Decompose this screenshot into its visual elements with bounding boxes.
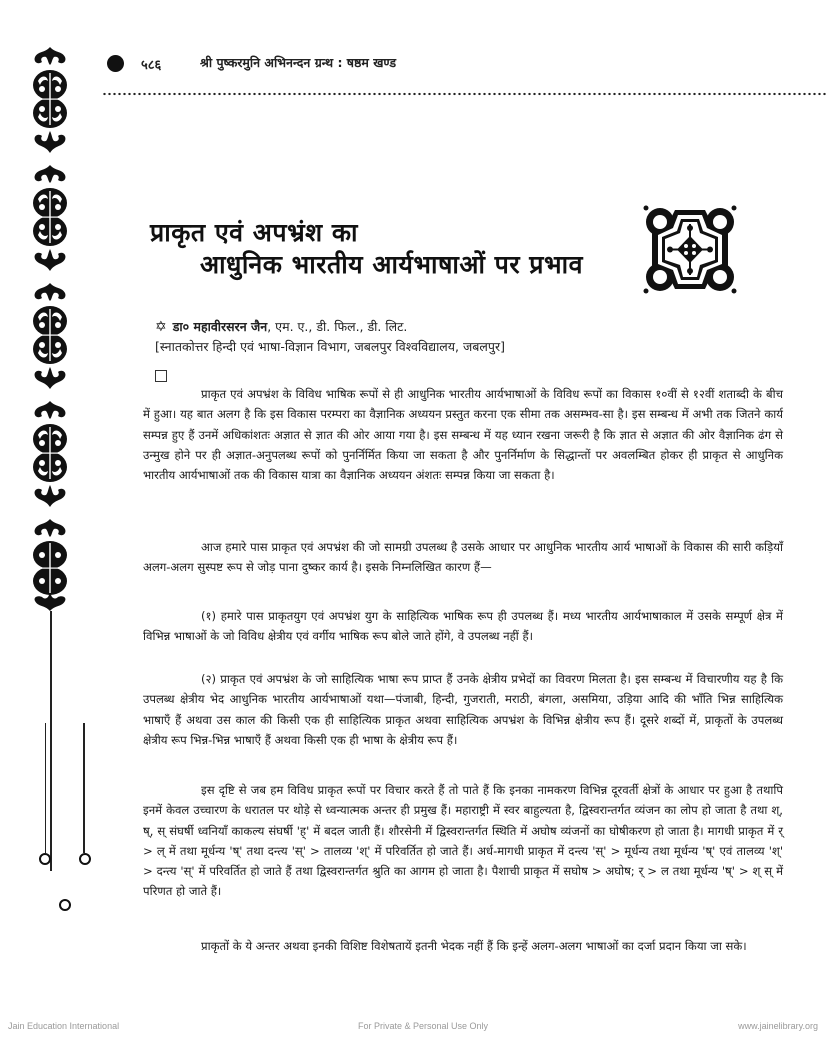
floral-ornament-icon <box>30 281 70 391</box>
body-paragraph-1: प्राकृत एवं अपभ्रंश के विविध भाषिक रूपों से ही आधुनिक भारतीय आर्यभाषाओं के विविध रूपों का विकास १०वीं से १२वीं शताब्दी के बीच में हुआ। यह बात अलग है कि इस विकास परम्परा का वैज्ञानिक अध्ययन प्रस्तुत करना एक सीमा तक असम्भव-सा है। इस सम्बन्ध में अभी तक जितने कार्य सम्पन्न हुए हैं उनमें अधिकांशतः अज्ञात से ज्ञात की ओर आया गया है। इस सम्बन्ध में यह ध्यान रखना जरूरी है कि ज्ञात से अज्ञात की ओर वैज्ञानिक ढंग से उन्मुख होने पर ही अज्ञात-अनुपलब्ध रूपों को पुनर्निर्मित किया जा सकता है और पुनर्निर्माण के सिद्धान्तों पर अवलम्बित होकर ही प्राकृत से आधुनिक भारतीय आर्यभाषाओं तक की विकास यात्रा का वैज्ञानिक अध्ययन अंशतः सम्पन्न किया जा सकता है। <box>143 387 783 483</box>
body-point-1: (१) हमारे पास प्राकृतयुग एवं अपभ्रंश युग के साहित्यिक भाषिक रूप ही उपलब्ध हैं। मध्य भारतीय आर्यभाषाकाल में उसके सम्पूर्ण क्षेत्र में विभिन्न भाषाओं के जो विविध क्षेत्रीय एवं वर्गीय भाषिक रूप बोले जाते होंगे, वे उपलब्ध नहीं हैं। <box>143 609 783 644</box>
dotted-header-rule <box>102 92 828 96</box>
footer-website-link[interactable]: www.jainelibrary.org <box>738 1021 818 1031</box>
border-stem <box>50 611 52 871</box>
border-stem <box>83 723 85 853</box>
body-point-2: (२) प्राकृत एवं अपभ्रंश के जो साहित्यिक भाषा रूप प्राप्त हैं उनके क्षेत्रीय प्रभेदों का विवरण मिलता है। इस सम्बन्ध में विचारणीय यह है कि उपलब्ध क्षेत्रीय भेद आधुनिक भारतीय आर्यभाषाओं यथा—पंजाबी, हिन्दी, गुजराती, मराठी, बंगला, असमिया, उड़िया आदि की भाँति भिन्न साहित्यिक भाषाएँ हैं अथवा उस काल की किसी एक ही साहित्यिक प्राकृत अथवा साहित्यिक अपभ्रंश के विभिन्न क्षेत्रीय रूप हैं। दूसरे शब्दों में, प्राकृतों के उपलब्ध क्षेत्रीय रूप भिन्न-भिन्न भाषाएँ हैं अथवा किसी एक ही भाषा के क्षेत्रीय रूप हैं। <box>143 672 783 747</box>
footer-usage-note: For Private & Personal Use Only <box>358 1021 489 1031</box>
border-ring <box>39 853 51 865</box>
section-box-icon <box>155 370 167 382</box>
body-paragraph-2: आज हमारे पास प्राकृत एवं अपभ्रंश की जो सामग्री उपलब्ध है उसके आधार पर आधुनिक भारतीय आर्य भाषाओं के विकास की सारी कड़ियाँ अलग-अलग सुस्पष्ट रूप से जोड़ पाना दुष्कर कार्य है। इसके निम्नलिखित कारण हैं— <box>143 540 783 575</box>
author-line <box>155 318 407 335</box>
author-name: डा० महावीरसरन जैन <box>172 319 268 334</box>
floral-ornament-icon <box>30 399 70 509</box>
black-dot-icon <box>107 55 124 72</box>
running-title: श्री पुष्करमुनि अभिनन्दन ग्रन्थ : षष्ठम खण्ड <box>200 55 397 70</box>
body-paragraph-3: इस दृष्टि से जब हम विविध प्राकृत रूपों पर विचार करते हैं तो पाते हैं कि इनका नामकरण विभिन्न दूरवर्ती क्षेत्रों के आधार पर हुआ है तथापि इनमें केवल उच्चारण के धरातल पर थोड़े से ध्वन्यात्मक अन्तर ही प्रमुख हैं। महाराष्ट्री में स्वर बाहुल्यता है, द्विस्वरान्तर्गत व्यंजन का लोप हो जाता है तथा श्, ष्, स् संघर्षी ध्वनियाँ काकल्य संघर्षी 'ह्' में बदल जाती हैं। शौरसेनी में द्विस्वरान्तर्गत स्थिति में अघोष व्यंजनों का घोषीकरण हो जाता है। मागधी प्राकृत में र् > ल् में तथा मूर्धन्य 'ष्' तथा दन्त्य 'स्' > तालव्य 'श्' में परिवर्तित हो जाते हैं। अर्ध-मागधी प्राकृत में दन्त्य 'स्' > मूर्धन्य तथा मूर्धन्य 'ष्' एवं तालव्य 'श्' > दन्त्य 'स्' में परिवर्तित हो जाते हैं तथा द्विस्वरान्तर्गत श्रुति का आगम हो जाता है। पैशाची प्राकृत में सघोष > अघोष; र् > ल तथा मूर्धन्य 'ष्' > श् स् में परिणत हो जाते हैं। <box>143 783 784 899</box>
border-stem <box>45 723 47 853</box>
border-ring <box>79 853 91 865</box>
author-affiliation: [स्नातकोत्तर हिन्दी एवं भाषा-विज्ञान विभाग, जबलपुर विश्वविद्यालय, जबलपुर] <box>155 339 505 354</box>
article-title-line2: आधुनिक भारतीय आर्यभाषाओं पर प्रभाव <box>200 250 583 279</box>
floral-ornament-icon <box>30 45 70 155</box>
border-ring <box>59 899 71 911</box>
floral-ornament-icon <box>30 163 70 273</box>
footer-publisher: Jain Education International <box>8 1021 120 1031</box>
square-rosette-ornament-icon <box>640 202 740 297</box>
page-number: ५८६ <box>141 58 162 73</box>
floral-ornament-icon <box>30 517 70 612</box>
star-of-david-icon: ✡ <box>155 319 167 335</box>
body-paragraph-4: प्राकृतों के ये अन्तर अथवा इनकी विशिष्ट विशेषतायें इतनी भेदक नहीं हैं कि इन्हें अलग-अलग भाषाओं का दर्जा प्रदान किया जा सके। <box>201 939 747 953</box>
article-title-line1: प्राकृत एवं अपभ्रंश का <box>150 218 359 247</box>
author-degrees: , एम. ए., डी. फिल., डी. लिट. <box>267 319 408 334</box>
